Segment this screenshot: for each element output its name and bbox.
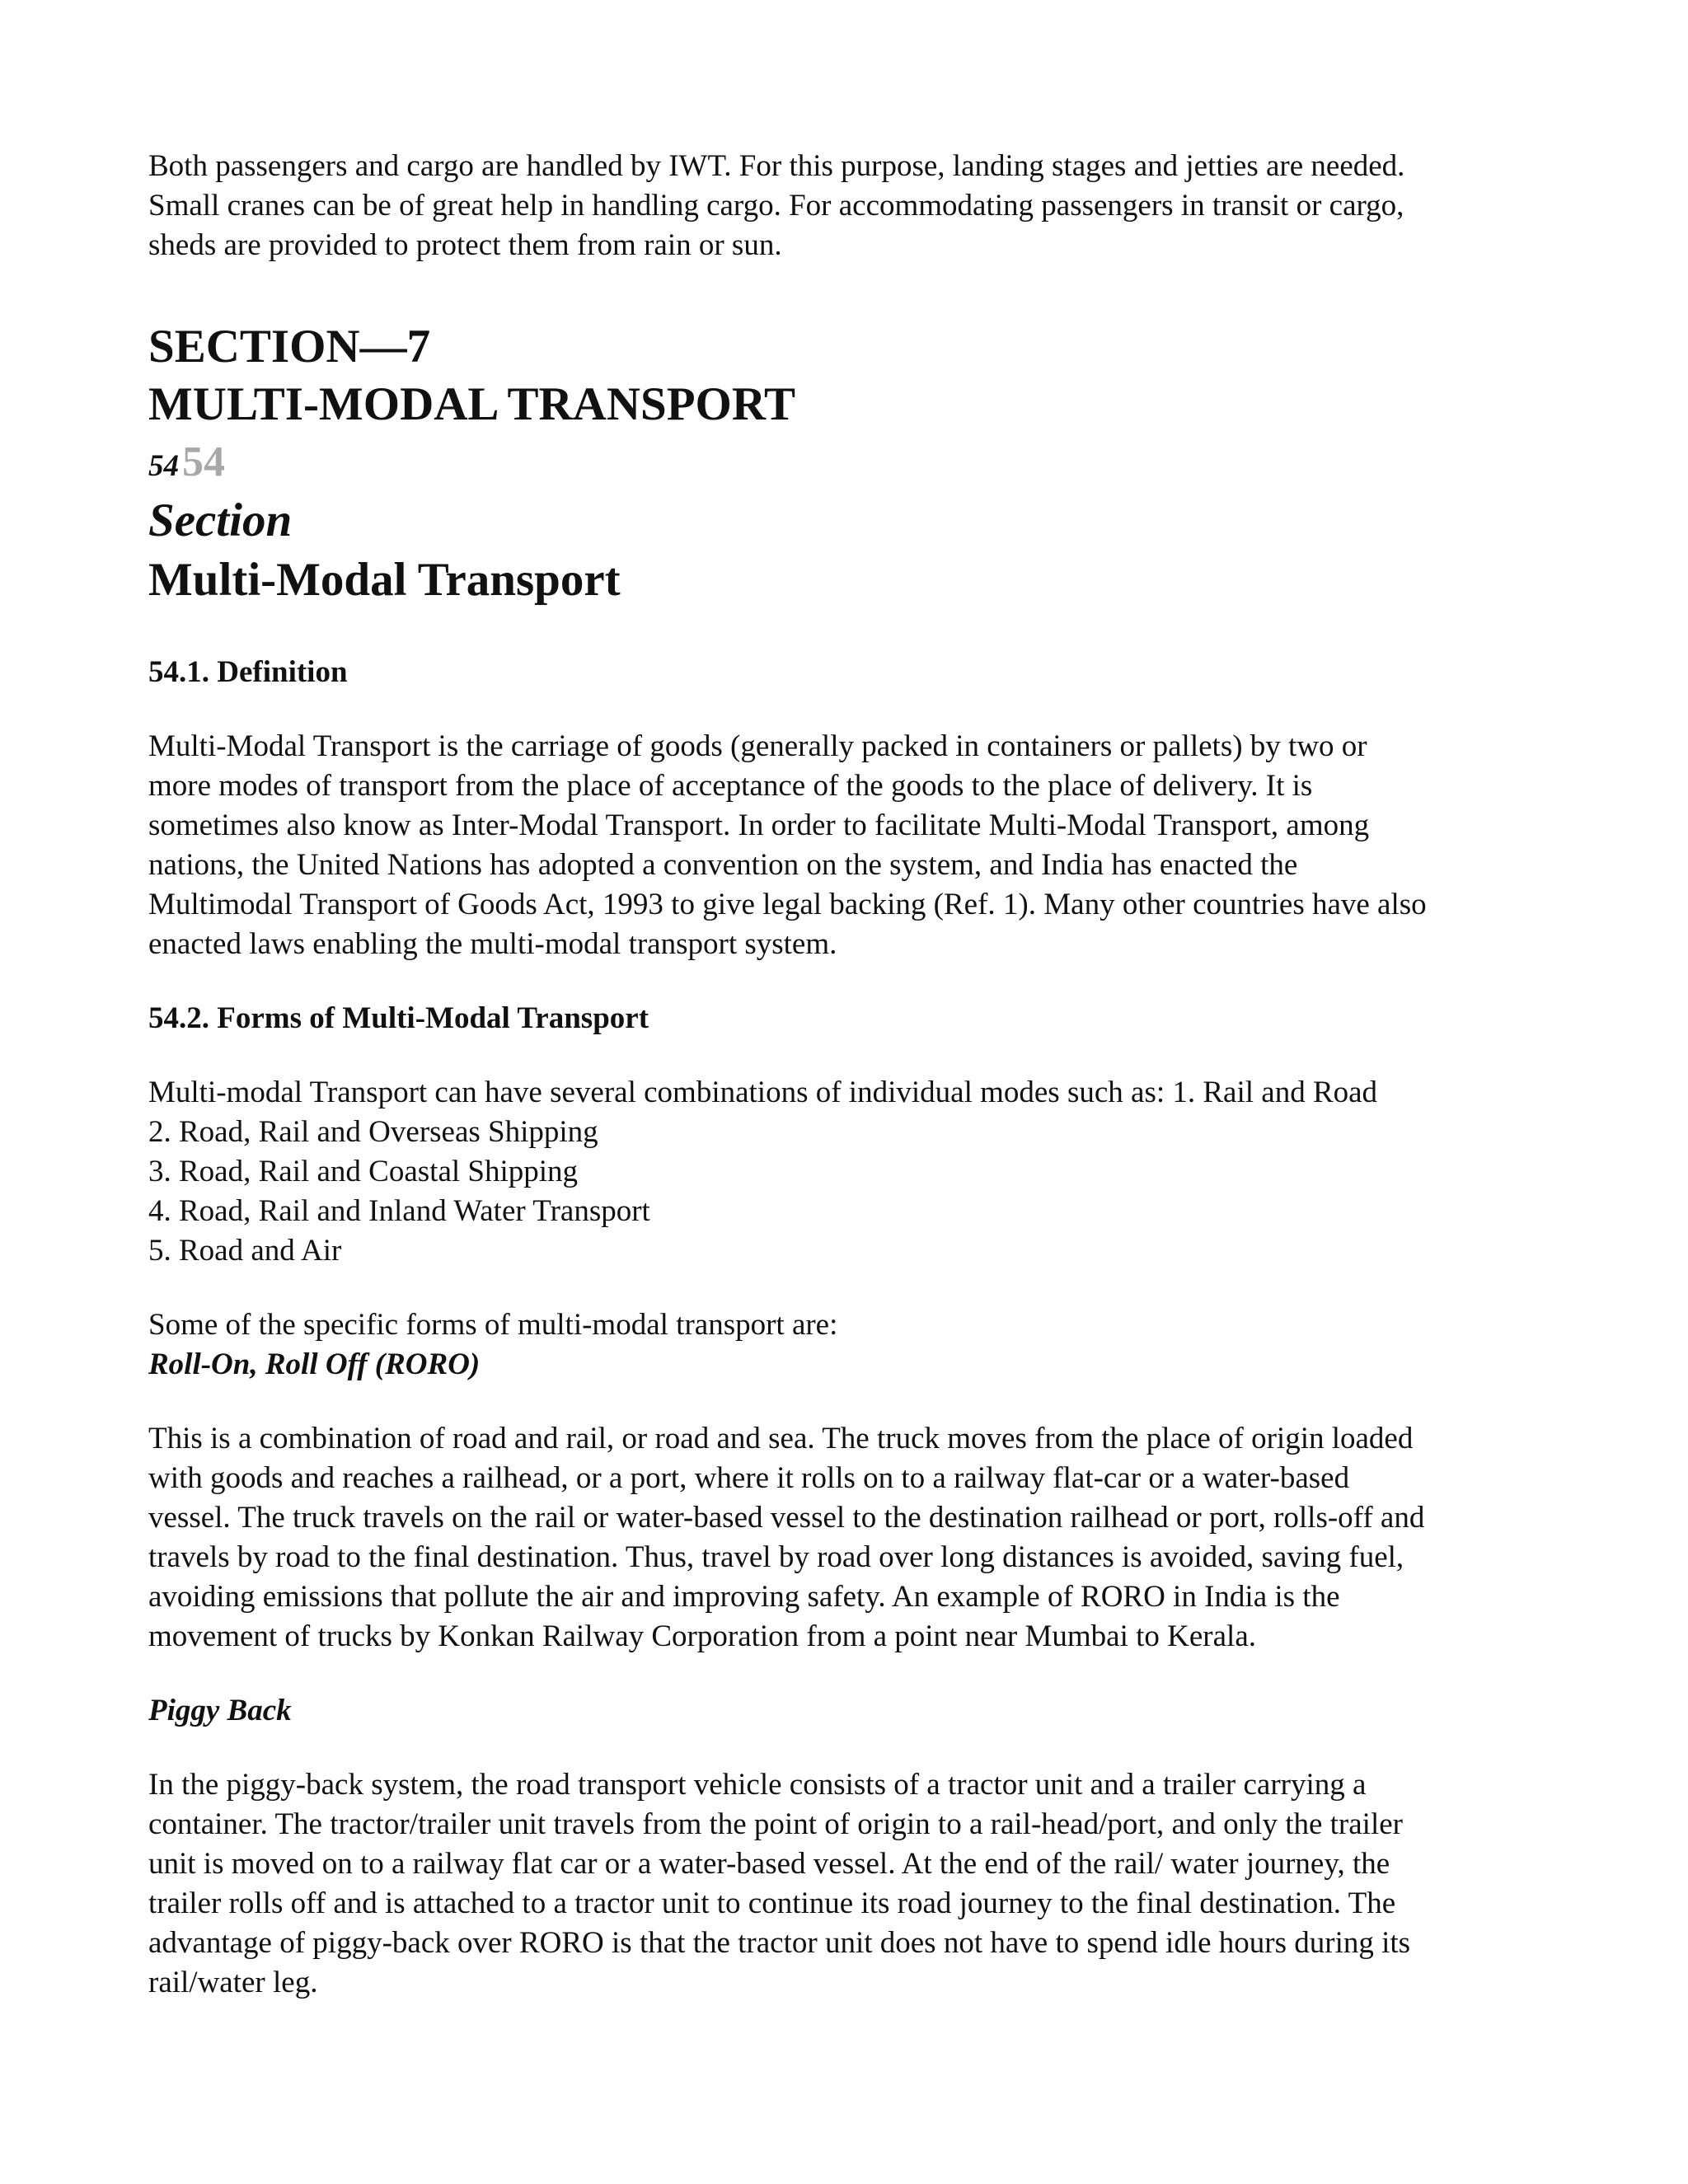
specific-forms-intro: Some of the specific forms of multi-modal transport are: — [148, 1308, 838, 1342]
piggy-back-heading: Piggy Back — [148, 1694, 292, 1727]
forms-heading: 54.2. Forms of Multi-Modal Transport — [148, 1001, 649, 1035]
section-heading: SECTION—7 — [148, 321, 431, 373]
section-label: Section — [148, 494, 293, 546]
forms-list-paragraph: Multi-modal Transport can have several combinations of individual modes such as: 1. Rail and Road 2. Road, Rail and Overseas Shipping 3. Road, Rail and Coastal Shipping 4. Road, Rail and Inland Water Transport 5. Road and Air — [148, 1076, 1378, 1268]
definition-heading: 54.1. Definition — [148, 655, 348, 689]
chapter-title: Multi-Modal Transport — [148, 554, 621, 606]
roro-heading: Roll-On, Roll Off (RORO) — [148, 1347, 481, 1381]
chapter-number-gray: 54 — [182, 438, 225, 485]
chapter-number-line — [148, 434, 1550, 491]
piggy-back-paragraph: In the piggy-back system, the road transport vehicle consists of a tractor unit and a trailer carrying a container. The tractor/trailer unit travels from the point of origin to a rail-head/port, and only the trailer unit is moved on to a railway flat car or a water-based vessel. At the end of the rail/ water journey, the trailer rolls off and is attached to a tractor unit to continue its road journey to the final destination. The advantage of piggy-back over RORO is that the tractor unit does not have to spend idle hours during its rail/water leg. — [148, 1768, 1411, 1999]
intro-paragraph: Both passengers and cargo are handled by IWT. For this purpose, landing stages and jetties are needed. Small cranes can be of great help in handling cargo. For accommodating passengers in transit or cargo, sheds are provided to protect them from rain or sun. — [148, 149, 1405, 262]
roro-paragraph: This is a combination of road and rail, or road and sea. The truck moves from the place of origin loaded with goods and reaches a railhead, or a port, where it rolls on to a railway flat-car or a water-based vessel. The truck travels on the rail or water-based vessel to the destination railhead or port, rolls-off and travels by road to the final destination. Thus, travel by road over long distances is avoided, saving fuel, avoiding emissions that pollute the air and improving safety. An example of RORO in India is the movement of trucks by Konkan Railway Corporation from a point near Mumbai to Kerala. — [148, 1422, 1425, 1653]
document-page — [148, 147, 1550, 2003]
section-title: MULTI-MODAL TRANSPORT — [148, 378, 796, 430]
definition-paragraph: Multi-Modal Transport is the carriage of goods (generally packed in containers or pallets) by two or more modes of transport from the place of acceptance of the goods to the place of delivery. It is sometimes also know as Inter-Modal Transport. In order to facilitate Multi-Modal Transport, among nations, the United Nations has adopted a convention on the system, and India has enacted the Multimodal Transport of Goods Act, 1993 to give legal backing (Ref. 1). Many other countries have also enacted laws enabling the multi-modal transport system. — [148, 729, 1427, 961]
chapter-number-italic: 54 — [148, 449, 179, 483]
